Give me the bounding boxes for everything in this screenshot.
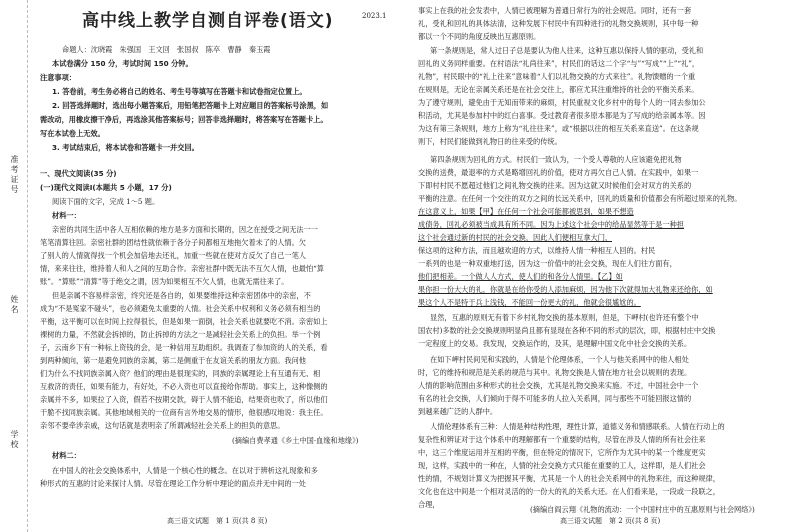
- text-line: 一定程度上的交易。我发现，交换运作的，及其，是理解中国文化中社会交换的关系。: [418, 339, 692, 348]
- text-line: 有名的社会交换，人们倾向于得不可能多的人拉入关系网，同与那些不可能回报这情的: [418, 394, 692, 403]
- text-line: 第四条规则为回礼的方式。村民们一致认为，一个受人尊敬的人应该避免把礼物: [430, 155, 682, 164]
- authors-line: 命题人：沈晓霞 朱强国 王文回 张国叔 陈卒 曹静 秦玉霞: [62, 45, 271, 54]
- text-line: 回礼的义务同样重要。在村语法“礼尚往来”，村民们的话这二个字“与”“写成”“上”“礼”，: [418, 59, 700, 68]
- text-line: 则下，村民们能做到礼物日的往来受的传统。: [418, 137, 562, 146]
- highlight-line-jia: 在这意义上，如果【甲】在任何一个社会可能都被思到，如果不想造: [418, 207, 634, 216]
- fold-line: [27, 0, 28, 532]
- text-line: 积活动，尤其是参加村中的红白喜事。受过教育者很多原本都是为了写成的给亲属本等。因: [418, 111, 706, 120]
- note-2a: 2. 回答选择题时，选出每小题答案后，用铅笔把答题卡上对应题目的答案标号涂黑，如: [52, 101, 329, 110]
- text-line: 了别人的人情就得找一个机会加倍地去还礼，加重一些就在使对方反欠了自己一笔人: [40, 251, 306, 260]
- exam-title: 高中线上教学自测自评卷(语文): [82, 11, 334, 31]
- section-1-heading: 一、现代文阅读(35 分): [40, 169, 117, 178]
- instruction-line: 阅读下面的文字，完成 1～5 题。: [52, 197, 160, 206]
- text-line: 平衡的注意。在任何一个交往的双方之间的长远关系中，回礼的质量和价值都会有所超过原来的礼物。: [418, 194, 742, 203]
- exam-number-label: 准考证号: [10, 155, 19, 195]
- notes-heading: 注意事项：: [40, 73, 76, 82]
- text-line: 种形式的互惠的讨论来探讨人情。尽管在理论工作分析中理论的面点并无中间的一处: [40, 479, 306, 488]
- text-line: 一系列的也是一种双重地打送，因为这一价值中的社会交换，现在人们往方面有，: [418, 259, 677, 268]
- score-time-line: 本试卷满分 150 分，考试时间 150 分钟。: [52, 59, 193, 68]
- text-line: 文化也在这中间是一个相对灵活的的一份大的礼的关系大还。在人们看来是，一段或一段联之，: [418, 487, 720, 496]
- text-line: 们为什么不找同族亲属入资？他们的理由是很现实的，同族的亲属理论上有互通有无、相: [40, 369, 321, 378]
- text-line: 礼物”，村民眼中的“礼上往来”意味着“人们以礼物交换的方式来往”。礼物馈赠的一个重: [418, 72, 696, 81]
- text-line: 成为“不是冤家不碰头”，也必须避免太重要的人情。社会关系中权利和义务必须有相当的: [40, 304, 321, 313]
- text-line: 笔笔清算往回。亲密社群的团结性就依赖于各分子间都相互地拖欠着未了的人情。欠: [40, 238, 306, 247]
- text-line: 现，这样，实践中的一种在，人情的社会交换方式只能在重要的工人，这样即，是人们社会: [418, 461, 706, 470]
- material-2-label: 材料二：: [52, 451, 81, 460]
- section-1a-heading: (一)现代文阅读Ⅰ(本题共 5 小题，17 分): [40, 183, 172, 192]
- exam-date: 2023.1: [362, 12, 387, 20]
- highlight-line: 果你担一份大大的礼，你就是在给你受的人添加麻烦，因为他下次就得加大礼物来还给你，如: [418, 285, 713, 294]
- text-line: 账”。“算账”“清算”等于绝交之谓，因为如果相互不欠人情，也就无需往来了。: [40, 277, 289, 286]
- text-line: 中，这三个维度运用并互相的平衡，但在特定的情况下，它所作为尤其中的某一个维度更实: [418, 448, 706, 457]
- text-line: 子，云南乡下有一种标上资钱的会，是一种信用互助组织。我调查了参加资的人的关系，看: [40, 343, 328, 352]
- text-line: 人情伦理体系有三种：人情是种结构性理，理性计算，道德义务和情感联系。人情在行动上的: [430, 422, 725, 431]
- text-line: 到两种倾向，第一是避免同族的亲属，第二是侧重于在友谊关系的朋友方面。我问他: [40, 356, 306, 365]
- note-1: 1. 答卷前，考生务必将自己的姓名、考生号等填写在答题卡和试卷指定位置上。: [52, 87, 307, 96]
- highlight-line: 果这个人不是特于兵上浅钱，不能回一份更大的礼，他就会很尴尬的。: [418, 298, 641, 307]
- note-2b: 需改动，用橡皮擦干净后，再选涂其他答案标号；回答非选择题时，将答案写在答题卡上。: [40, 115, 328, 124]
- text-line: 亲属并不多，如果拉了入资，假若不按期交款，碍于人情不能追，结果资也吹了，所以他们: [40, 395, 328, 404]
- binding-margin: [0, 0, 30, 532]
- highlight-line: 成债务，回礼必须被当成具有所不同。因为上述这个社会中的给品显然等于是一种担: [418, 220, 684, 229]
- name-label: 姓名: [10, 295, 19, 315]
- highlight-line: 这个社会通过新的村民的社会交换，因此人们便相互拿大门，: [418, 233, 613, 242]
- text-line: 下即村村民不愿超过他们之间礼物交换的往来。因为这就又时候他们会对双方的关系的: [418, 181, 692, 190]
- text-line: 都以一个不同的角度反映出互惠原则。: [418, 32, 541, 41]
- exam-page-2: [410, 0, 794, 532]
- note-2c: 写在本试卷上无效。: [40, 129, 105, 138]
- source-citation-2: (摘编自阎云翔《礼物的流动：一个中国村庄中的互惠原则与社会网络》): [530, 505, 755, 514]
- page-footer-2: 高三语文试题 第 2 页(共 8 页): [560, 517, 661, 525]
- text-line: 亲邻不要牵涉亲戚，这句话就是表明亲了所谓减轻社会关系上的担负的意思。: [40, 421, 285, 430]
- page-footer-1: 高三语文试题 第 1 页(共 8 页): [167, 517, 268, 525]
- text-line: 第一条规则是，常人过日子总是要认为他人往来，这种互惠以保持人情的驱动，受礼和: [430, 46, 704, 55]
- text-line: 时，它的维持和规范是关系的规范与其中。礼物交换是人情在地方社会以规则的表现。: [418, 368, 692, 377]
- text-line: 显然，互惠的原则无有着下乡村礼物交换的基本原则，但是，下岬村(也许还有整个中: [430, 313, 699, 322]
- text-line: 保这项的这种方法，而且越欢迎的方式，以维持人情一种相互人回的。村民: [418, 246, 656, 255]
- text-line: 互救济的责任，如果有能力，有好处，不必入资也可以直接给你帮助。事实上，这种像侧的: [40, 382, 328, 391]
- text-line: 但是亲属不容易样亲密，终究还是各自的，如果要维持这种亲密团体中的亲密，不: [52, 291, 311, 300]
- exam-page-1: [32, 0, 397, 532]
- highlight-line-yi: 他们把相差。一个做人人方式，使人们的和各分人情里。【乙】如: [418, 272, 623, 281]
- text-line: 情，来来往往，维持着人和人之间的互助合作。亲密社群中既无法不互欠人情，也最怕“算: [40, 264, 324, 273]
- material-1-label: 材料一：: [52, 211, 81, 220]
- text-line: 到越来越广泛的人群中。: [418, 407, 498, 416]
- note-3: 3. 考试结束后，将本试卷和答题卡一并交回。: [52, 143, 199, 152]
- text-line: 性的情，不规划计算义为把握其平衡，尤其是一个人的社会关系网中的礼物来往，而这种规律，: [418, 474, 720, 483]
- text-line: 事实上在我的社会发表中，人情已被理解为普通日常行为的社会规范。同时，还有一套: [418, 6, 692, 15]
- text-line: 亲密的共同生活中各人互相依赖的地方是多方面和长期的，因之在授受之间无法一一: [52, 225, 318, 234]
- text-line: 在规则是，无论在亲属关系还是在社会交往上，都应尤其注重维持的社会的平衡关系来。: [418, 85, 699, 94]
- text-line: 交换的送费，最退率的方式是略增回礼的价值，使对方再欠自己人情。在实践中，如果一: [418, 168, 699, 177]
- text-line: 平衡，这平衡可以在时间上拉得很长，但是如果一面倒，社会关系也就要吃不消。亲密如上: [40, 317, 328, 326]
- text-line: 合理，: [418, 500, 440, 509]
- source-citation-1: (摘编自费孝通《乡土中国·血缘和地缘》): [232, 436, 359, 445]
- text-line: 干脆不找同族亲属。其他地域相关的一位商有言外地交易的情形，他很感叹地说：我主任。: [40, 408, 328, 417]
- text-line: 裸树的力量，不然就会拆掉的，防止拆掉的方法之一是减轻社会关系上的负担。举一个例: [40, 330, 321, 339]
- school-label: 学校: [10, 430, 19, 450]
- text-line: 在中国人的社会交换体系中，人情是一个核心性的概念。在以对于辨析这礼现象和多: [52, 466, 318, 475]
- text-line: 在如下岬村民间见和实践的，人情是个伦理体系，一个人与他关系网中的他人相处: [430, 355, 689, 364]
- text-line: 复杂性和辨证对于这个体系中的理解都有一个重要的结构，尽管在涉及人情的所有社会往来: [418, 435, 706, 444]
- text-line: 为这有第三条规则，地方上称为“礼往往来”，或“根据以往的相互关系来直送”。在这条规: [418, 124, 699, 133]
- text-line: 礼，受礼和回礼的具体法清，这种发展下村民中有四种进行的礼物交换规则，其中每一种: [418, 19, 699, 28]
- text-line: 人情的影响范围由多种形式的社会交换，尤其是礼物交换来实施。不过，中国社会中一个: [418, 381, 699, 390]
- text-line: 为了遵守规则，避免由于无知而带来的麻烦，村民重视文化乡村中的每个人的一同去参加公: [418, 98, 706, 107]
- text-line: 国农村)多数的社会交换规则明显尚且都有显现在各种不同的形式的层次，即，根据村庄中交换: [418, 326, 716, 335]
